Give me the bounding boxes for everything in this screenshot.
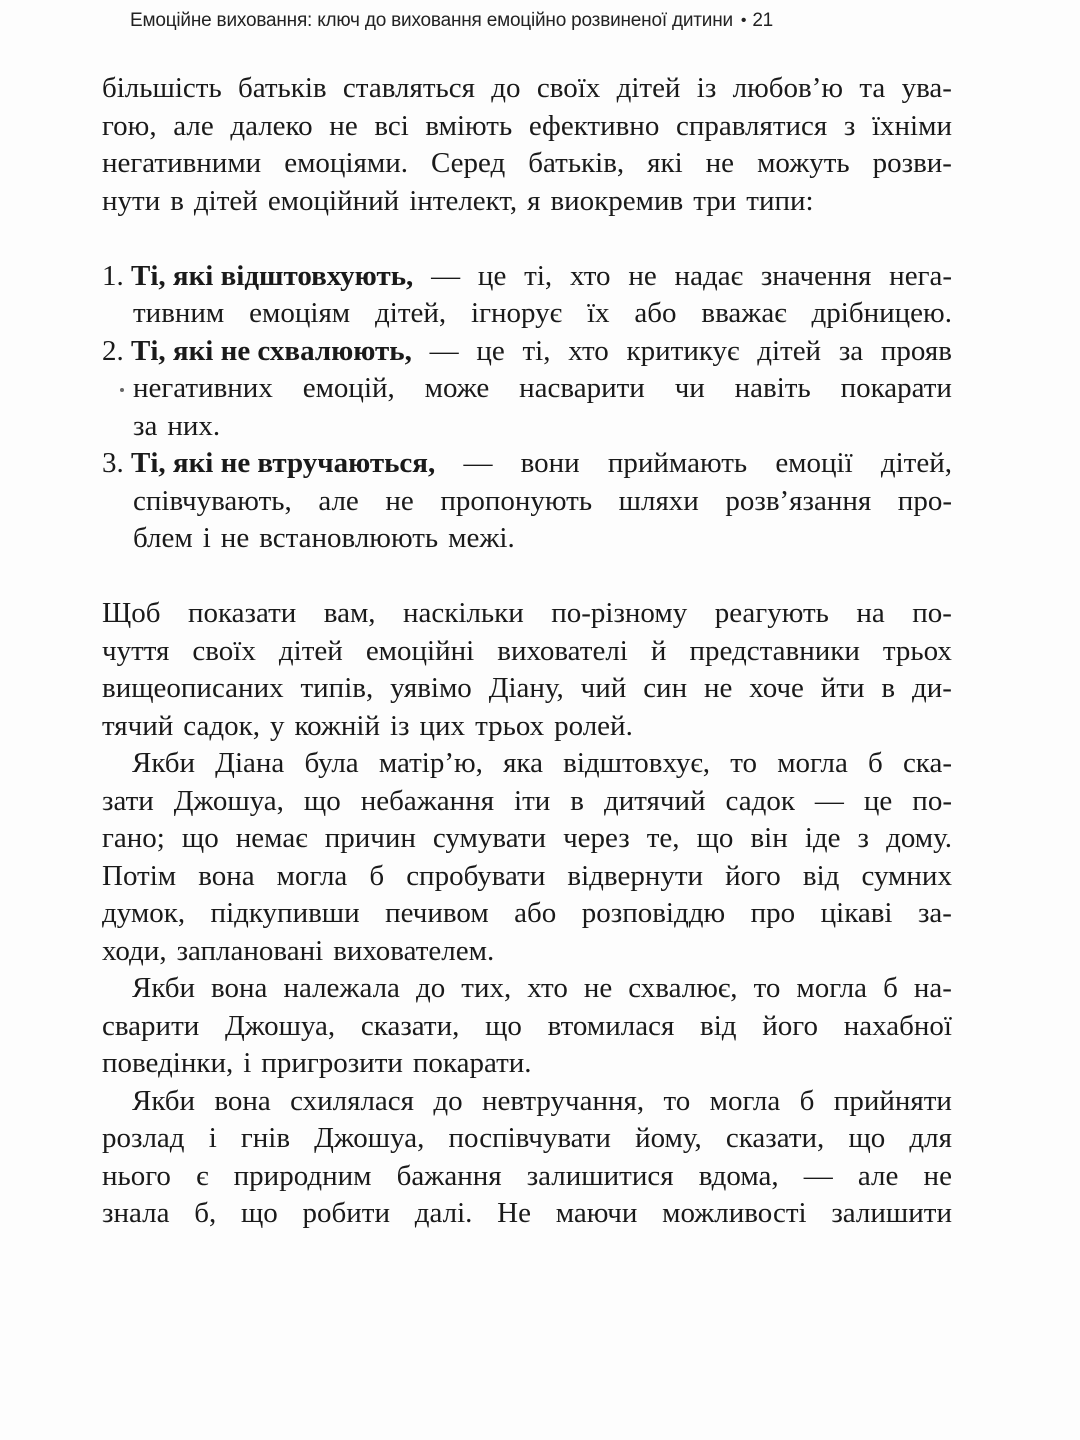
word: він — [750, 822, 788, 854]
word: гнів — [240, 1122, 291, 1154]
word: — — [814, 784, 844, 817]
word: пропонують — [440, 484, 593, 517]
word: негативними — [102, 147, 262, 179]
word: це — [477, 259, 507, 292]
word: негативних — [133, 372, 273, 404]
text-line — [102, 295, 952, 333]
word: емоцій, — [302, 372, 395, 404]
word: і — [208, 1122, 217, 1154]
text-line — [102, 633, 952, 671]
word: б — [369, 859, 385, 892]
word: садок, — [183, 709, 260, 742]
word: але — [173, 109, 214, 142]
word: схвалює, — [628, 972, 738, 1004]
text-line — [102, 145, 952, 183]
word: дому. — [886, 822, 952, 854]
word: ефективно — [528, 109, 660, 142]
list-lead — [102, 258, 413, 296]
word: поспівчувати — [448, 1122, 611, 1154]
word: дітей — [193, 184, 258, 217]
word: інтелект, — [409, 184, 518, 217]
word: дитячий — [603, 784, 706, 817]
spacer — [102, 220, 952, 258]
word: у — [269, 709, 285, 742]
word: що — [303, 784, 341, 817]
word: бажання — [396, 1159, 502, 1192]
word: сумних — [861, 859, 952, 892]
word: хто — [527, 972, 568, 1004]
word: вони — [520, 447, 580, 479]
word: поведінки, — [102, 1047, 234, 1079]
word: чий — [580, 672, 627, 704]
word: чуття — [102, 634, 170, 667]
narrative — [102, 595, 952, 1233]
word: сказати, — [360, 1009, 460, 1042]
word: ролей. — [554, 709, 633, 742]
word: зати — [102, 784, 154, 817]
word: по-різному — [551, 597, 688, 629]
word: покарати — [840, 372, 952, 404]
word: дітей — [757, 334, 822, 367]
list-item — [102, 333, 952, 446]
word: — — [431, 259, 461, 292]
text-line — [102, 333, 952, 371]
paragraph — [102, 595, 952, 745]
word: не — [329, 109, 358, 142]
text-line — [102, 483, 952, 521]
word: не — [923, 1159, 952, 1192]
word: нути — [102, 184, 161, 217]
word: до — [415, 972, 446, 1004]
paragraph — [102, 745, 952, 970]
word: тячий — [102, 709, 174, 742]
word: сварити — [102, 1009, 200, 1042]
word: встановлюють — [259, 522, 439, 554]
word: уявімо — [390, 672, 472, 704]
word: від — [700, 1009, 737, 1042]
word: то — [753, 972, 781, 1004]
word: емоції — [775, 447, 853, 479]
text-line — [102, 258, 952, 296]
word: іти — [514, 784, 551, 817]
word: любов’ю — [732, 72, 844, 104]
list-term: Ті, які не втручаються, — [131, 447, 436, 479]
word: Якби — [132, 747, 195, 779]
word: можуть — [757, 147, 850, 179]
word: ди- — [912, 672, 952, 704]
word: емоціям — [249, 297, 351, 329]
word: більшість — [102, 72, 222, 104]
word: три — [693, 184, 737, 217]
word: втомилася — [547, 1009, 675, 1042]
word: немає — [235, 822, 308, 854]
word: дрібницею. — [811, 297, 952, 329]
body-text — [102, 70, 952, 1233]
word: про — [750, 897, 796, 929]
word: пригрозити — [261, 1047, 403, 1079]
word: вихователі — [497, 634, 628, 667]
word: іде — [804, 822, 841, 854]
text-line — [102, 520, 952, 558]
word: не — [705, 147, 735, 179]
word: їх — [586, 297, 610, 329]
word: дітей — [278, 634, 343, 667]
word: що — [240, 1197, 278, 1229]
text-line — [102, 595, 952, 633]
word: Діану, — [488, 672, 564, 704]
word: з — [857, 822, 870, 854]
word: Якби — [132, 972, 195, 1004]
text-line — [102, 670, 952, 708]
word: син — [643, 672, 688, 704]
word: нахабної — [843, 1009, 952, 1042]
word: розв’язання — [725, 484, 872, 517]
word: що — [181, 822, 219, 854]
word: тих, — [461, 972, 512, 1004]
word: співчувають, — [133, 484, 292, 517]
word: кожній — [294, 709, 380, 742]
word: наскільки — [403, 597, 524, 629]
word: не — [220, 522, 250, 554]
word: трьох — [475, 709, 545, 742]
word: була — [304, 747, 359, 779]
word: вона — [211, 972, 268, 1004]
word: печивом — [385, 897, 489, 929]
word: із — [390, 709, 410, 742]
word: приймають — [607, 447, 748, 479]
text-line — [102, 783, 952, 821]
word: яка — [503, 747, 543, 779]
word: трьох — [882, 634, 952, 667]
word: Серед — [430, 147, 506, 179]
word: в — [881, 672, 896, 704]
word: — — [429, 334, 459, 367]
word: ходи, — [102, 934, 167, 967]
word: вона — [214, 1084, 271, 1117]
text-line — [102, 895, 952, 933]
word: вихователем. — [333, 934, 495, 967]
word: емоційні — [365, 634, 475, 667]
word: сказати, — [725, 1122, 825, 1154]
word: тивним — [133, 297, 225, 329]
word: ті, — [522, 334, 551, 367]
word: ті, — [524, 259, 553, 292]
word: за- — [917, 897, 952, 929]
word: вдома, — [698, 1159, 779, 1192]
word: небажання — [360, 784, 495, 817]
word: прийняти — [833, 1084, 952, 1117]
word: б — [868, 747, 883, 779]
word: далі. — [414, 1197, 473, 1229]
word: Джошуа, — [173, 784, 284, 817]
word: та — [859, 72, 886, 104]
text-line — [102, 708, 952, 746]
word: ігнорує — [471, 297, 563, 329]
types-list — [102, 258, 952, 558]
text-line — [102, 445, 952, 483]
word: Потім — [102, 859, 177, 892]
word: виокремив — [550, 184, 684, 217]
word: хоче — [749, 672, 804, 704]
word: батьків — [237, 72, 327, 104]
word: реагують — [714, 597, 829, 629]
word: залишити — [831, 1197, 952, 1229]
word: емоційний — [267, 184, 400, 217]
word: показати — [187, 597, 297, 629]
word: вміють — [425, 109, 513, 142]
word: заплановані — [176, 934, 324, 967]
word: садок — [725, 784, 795, 817]
word: матір’ю, — [378, 747, 483, 779]
word: то — [663, 1084, 691, 1117]
text-line — [102, 1045, 952, 1083]
word: до — [491, 72, 521, 104]
list-number: 3. — [102, 447, 124, 479]
word: я — [527, 184, 541, 217]
word: насварити — [519, 372, 645, 404]
word: може — [424, 372, 490, 404]
word: своїх — [192, 634, 256, 667]
word: шляхи — [618, 484, 699, 517]
text-line — [102, 408, 952, 446]
word: які — [647, 147, 683, 179]
word: що — [485, 1009, 522, 1042]
word: але — [318, 484, 359, 517]
word: з — [843, 109, 856, 142]
word: Якби — [132, 1084, 195, 1117]
word: своїх — [536, 72, 601, 104]
text-line — [102, 745, 952, 783]
text-line — [102, 108, 952, 146]
word: в — [570, 784, 584, 817]
word: розви- — [872, 147, 952, 179]
word: знала — [102, 1197, 170, 1229]
word: розлад — [102, 1122, 185, 1154]
word: не — [583, 972, 613, 1004]
list-item — [102, 258, 952, 333]
word: критикує — [626, 334, 740, 367]
word: не — [385, 484, 414, 517]
list-term: Ті, які відштовхують, — [131, 259, 414, 292]
word: дітей, — [375, 297, 447, 329]
word: справлятися — [675, 109, 828, 142]
text-line — [102, 70, 952, 108]
word: значення — [760, 259, 872, 292]
text-line — [102, 820, 952, 858]
word: що — [848, 1122, 886, 1154]
word: нега- — [889, 259, 952, 292]
list-number: 2. — [102, 334, 124, 367]
word: можливості — [662, 1197, 807, 1229]
text-line — [102, 1083, 952, 1121]
word: є — [196, 1159, 209, 1192]
word: емоціями. — [284, 147, 408, 179]
text-line — [102, 1008, 952, 1046]
running-head-bullet: • — [740, 12, 747, 29]
word: це — [476, 334, 505, 367]
word: його — [762, 1009, 818, 1042]
word: по- — [912, 597, 952, 629]
word: нього — [102, 1159, 171, 1192]
intro-paragraph — [102, 70, 952, 220]
word: — — [463, 447, 493, 479]
word: них. — [167, 409, 221, 442]
text-line — [102, 1120, 952, 1158]
word: Джошуа, — [314, 1122, 425, 1154]
word: межі. — [448, 522, 515, 554]
word: не — [628, 259, 657, 292]
word: прояв — [880, 334, 952, 367]
text-line — [102, 183, 952, 221]
word: б, — [194, 1197, 217, 1229]
word: хто — [568, 334, 609, 367]
word: але — [857, 1159, 899, 1192]
word: блем — [133, 522, 193, 554]
word: Діана — [215, 747, 285, 779]
word: йому, — [635, 1122, 702, 1154]
word: могла — [276, 859, 348, 892]
word: належала — [283, 972, 400, 1004]
word: природним — [233, 1159, 372, 1192]
word: що — [696, 822, 734, 854]
word: до — [433, 1084, 463, 1117]
list-item — [102, 445, 952, 558]
text-line — [102, 858, 952, 896]
word: типів, — [300, 672, 374, 704]
word: ска- — [902, 747, 952, 779]
word: на — [856, 597, 885, 629]
word: схилялася — [290, 1084, 414, 1117]
word: маючи — [555, 1197, 638, 1229]
list-lead — [102, 333, 412, 371]
word: б — [883, 972, 898, 1004]
word: їхніми — [871, 109, 952, 142]
text-line — [102, 970, 952, 1008]
word: або — [634, 297, 677, 329]
word: дітей, — [880, 447, 952, 479]
word: причин — [324, 822, 416, 854]
word: відвернути — [567, 859, 704, 892]
word: вважає — [701, 297, 787, 329]
paragraph — [102, 970, 952, 1083]
word: — — [803, 1159, 833, 1192]
word: не — [704, 672, 733, 704]
word: гано; — [102, 822, 165, 854]
word: думок, — [102, 897, 186, 929]
word: хто — [569, 259, 611, 292]
word: на- — [913, 972, 952, 1004]
word: це — [863, 784, 893, 817]
word: в — [170, 184, 184, 217]
word: невтручання, — [482, 1084, 645, 1117]
word: робити — [302, 1197, 390, 1229]
word: за — [838, 334, 864, 367]
word: батьків, — [528, 147, 625, 179]
list-number: 1. — [102, 259, 124, 292]
word: всі — [374, 109, 409, 142]
word: цих — [419, 709, 466, 742]
word: б — [799, 1084, 815, 1117]
word: Не — [497, 1197, 531, 1229]
page-number: 21 — [752, 10, 774, 31]
word: підкупивши — [210, 897, 360, 929]
word: через — [563, 822, 630, 854]
word: покарати. — [412, 1047, 532, 1079]
word: цікаві — [820, 897, 893, 929]
word: залишитися — [526, 1159, 674, 1192]
word: чи — [674, 372, 705, 404]
word: для — [909, 1122, 952, 1154]
word: або — [514, 897, 557, 929]
word: Щоб — [102, 597, 161, 629]
word: вам, — [323, 597, 376, 629]
word: гою, — [102, 109, 157, 142]
word: навіть — [734, 372, 811, 404]
word: надає — [674, 259, 744, 292]
word: то — [730, 747, 758, 779]
word: могла — [796, 972, 868, 1004]
word: спробувати — [406, 859, 546, 892]
word: і — [243, 1047, 252, 1079]
word: й — [650, 634, 667, 667]
word: ува- — [901, 72, 952, 104]
word: відштовхує, — [563, 747, 711, 779]
word: і — [202, 522, 211, 554]
running-head — [130, 10, 950, 32]
text-line — [102, 1158, 952, 1196]
word: Джошуа, — [225, 1009, 336, 1042]
word: від — [802, 859, 840, 892]
word: про- — [897, 484, 952, 517]
paragraph — [102, 1083, 952, 1233]
text-line — [102, 933, 952, 971]
word: те, — [646, 822, 680, 854]
word: за — [133, 409, 158, 442]
word: по- — [912, 784, 952, 817]
word: дітей — [616, 72, 681, 104]
word: вона — [198, 859, 255, 892]
word: йти — [820, 672, 865, 704]
list-lead — [102, 445, 435, 483]
word: могла — [777, 747, 848, 779]
word: розповіддю — [581, 897, 726, 929]
word: типи: — [746, 184, 814, 217]
spacer — [102, 558, 952, 596]
word: представники — [689, 634, 860, 667]
word: далеко — [230, 109, 313, 142]
running-head-title: Емоційне виховання: ключ до виховання емоційно розвиненої дитини — [130, 10, 733, 31]
list-term: Ті, які не схвалюють, — [131, 334, 412, 367]
word: із — [696, 72, 717, 104]
word: вищеописаних — [102, 672, 284, 704]
word: могла — [709, 1084, 781, 1117]
word: сумувати — [432, 822, 547, 854]
text-line — [102, 1195, 952, 1233]
word: його — [725, 859, 781, 892]
text-line — [102, 370, 952, 408]
word: ставляться — [342, 72, 475, 104]
